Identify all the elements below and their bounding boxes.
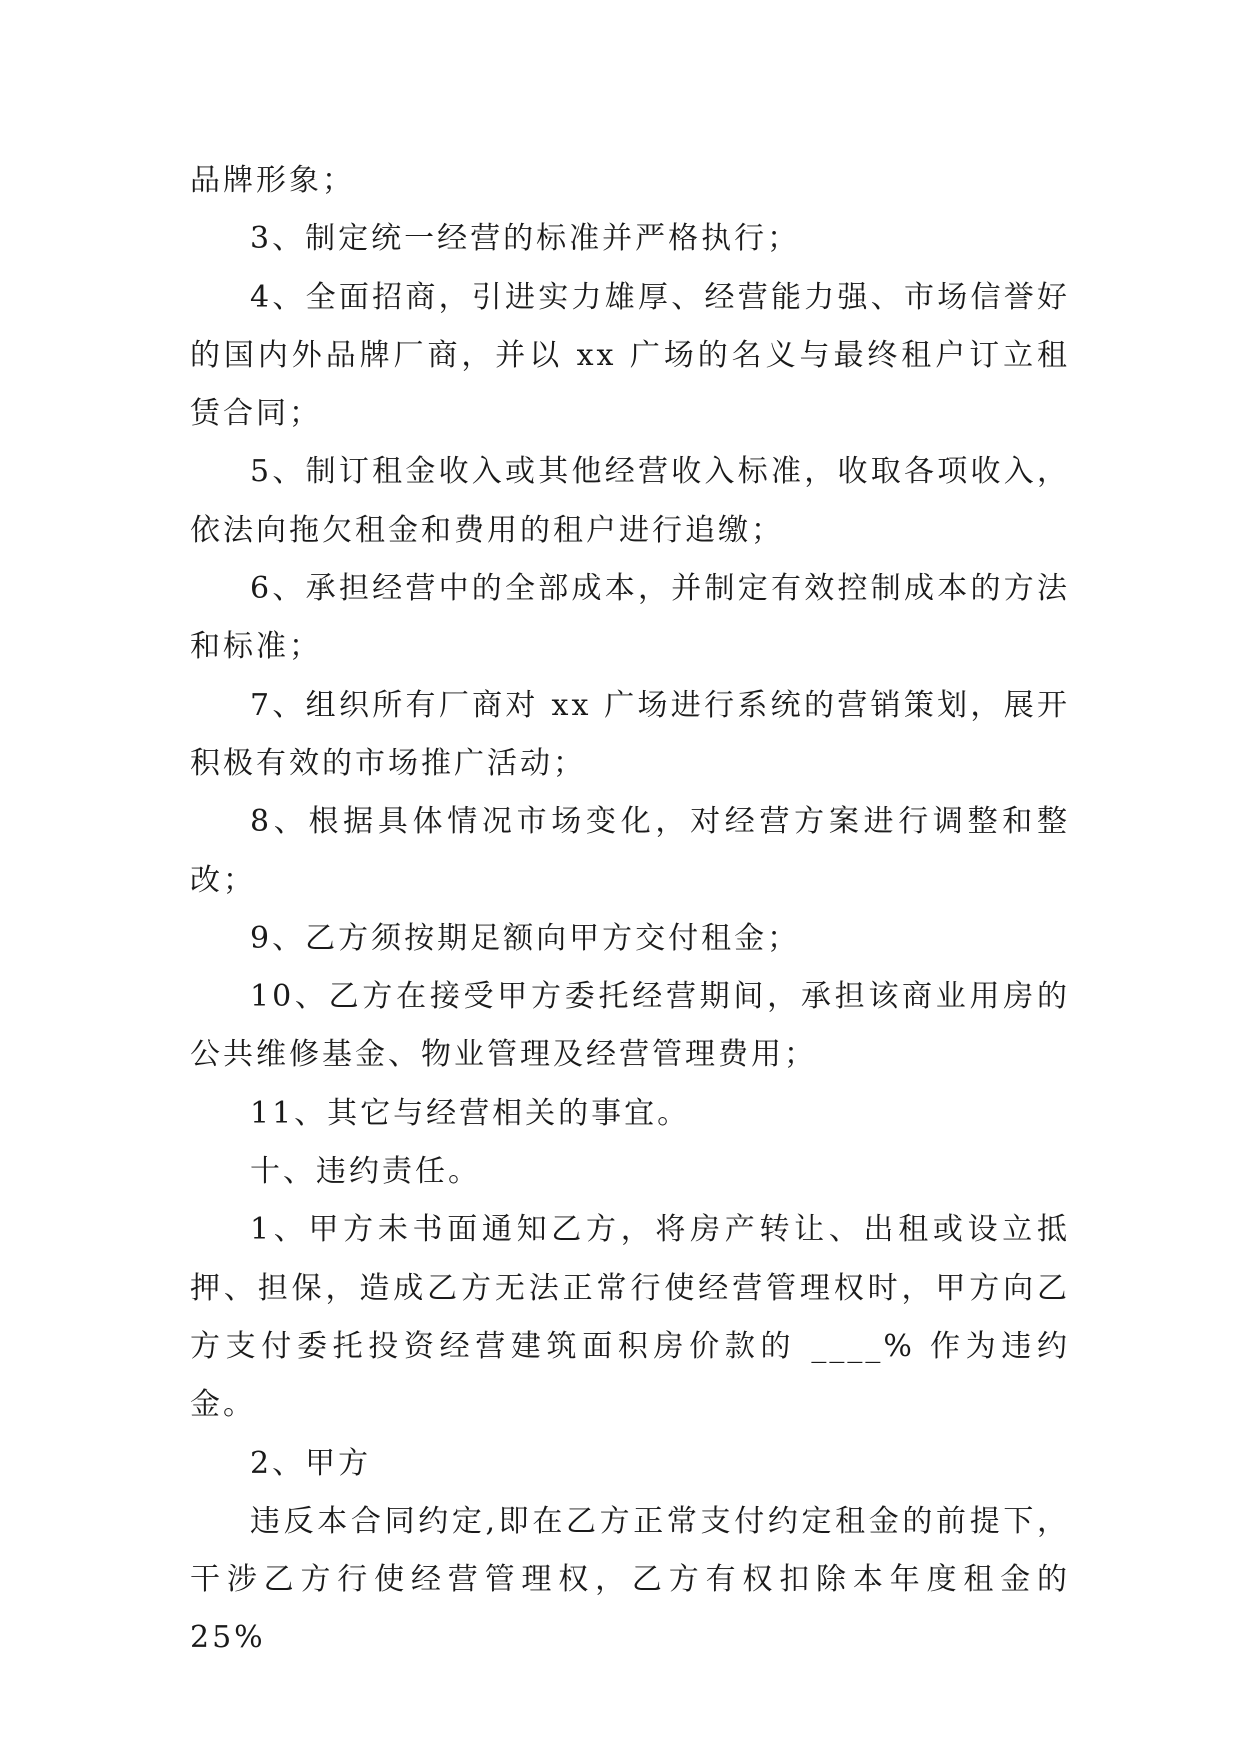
paragraph: 1、甲方未书面通知乙方，将房产转让、出租或设立抵押、担保，造成乙方无法正常行使经营管理权时，甲方向乙方支付委托投资经营建筑面积房价款的 ____% 作为违约金。 (190, 1212, 1070, 1423)
document-body (190, 152, 1070, 1668)
section-heading: 十、违约责任。 (250, 1154, 481, 1190)
paragraph: 品牌形象； (190, 163, 355, 198)
paragraph: 违反本合同约定,即在乙方正常支付约定租金的前提下，干涉乙方行使经营管理权，乙方有权扣除本年度租金的 25% (190, 1503, 1070, 1656)
paragraph: 5、制订租金收入或其他经营收入标准，收取各项收入，依法向拖欠租金和费用的租户进行追缴； (190, 454, 1070, 548)
paragraph: 9、乙方须按期足额向甲方交付租金； (250, 920, 801, 956)
paragraph: 11、其它与经营相关的事宜。 (250, 1095, 691, 1131)
paragraph: 7、组织所有厂商对 xx 广场进行系统的营销策划，展开积极有效的市场推广活动； (190, 687, 1070, 781)
paragraph: 6、承担经营中的全部成本，并制定有效控制成本的方法和标准； (190, 571, 1070, 665)
paragraph: 2、甲方 (250, 1445, 372, 1481)
paragraph: 3、制定统一经营的标准并严格执行； (250, 221, 801, 257)
paragraph: 10、乙方在接受甲方委托经营期间，承担该商业用房的公共维修基金、物业管理及经营管理费用； (190, 979, 1070, 1073)
paragraph: 8、根据具体情况市场变化，对经营方案进行调整和整改； (190, 804, 1070, 898)
paragraph: 4、全面招商，引进实力雄厚、经营能力强、市场信誉好的国内外品牌厂商，并以 xx 广场的名义与最终租户订立租赁合同； (190, 279, 1070, 432)
